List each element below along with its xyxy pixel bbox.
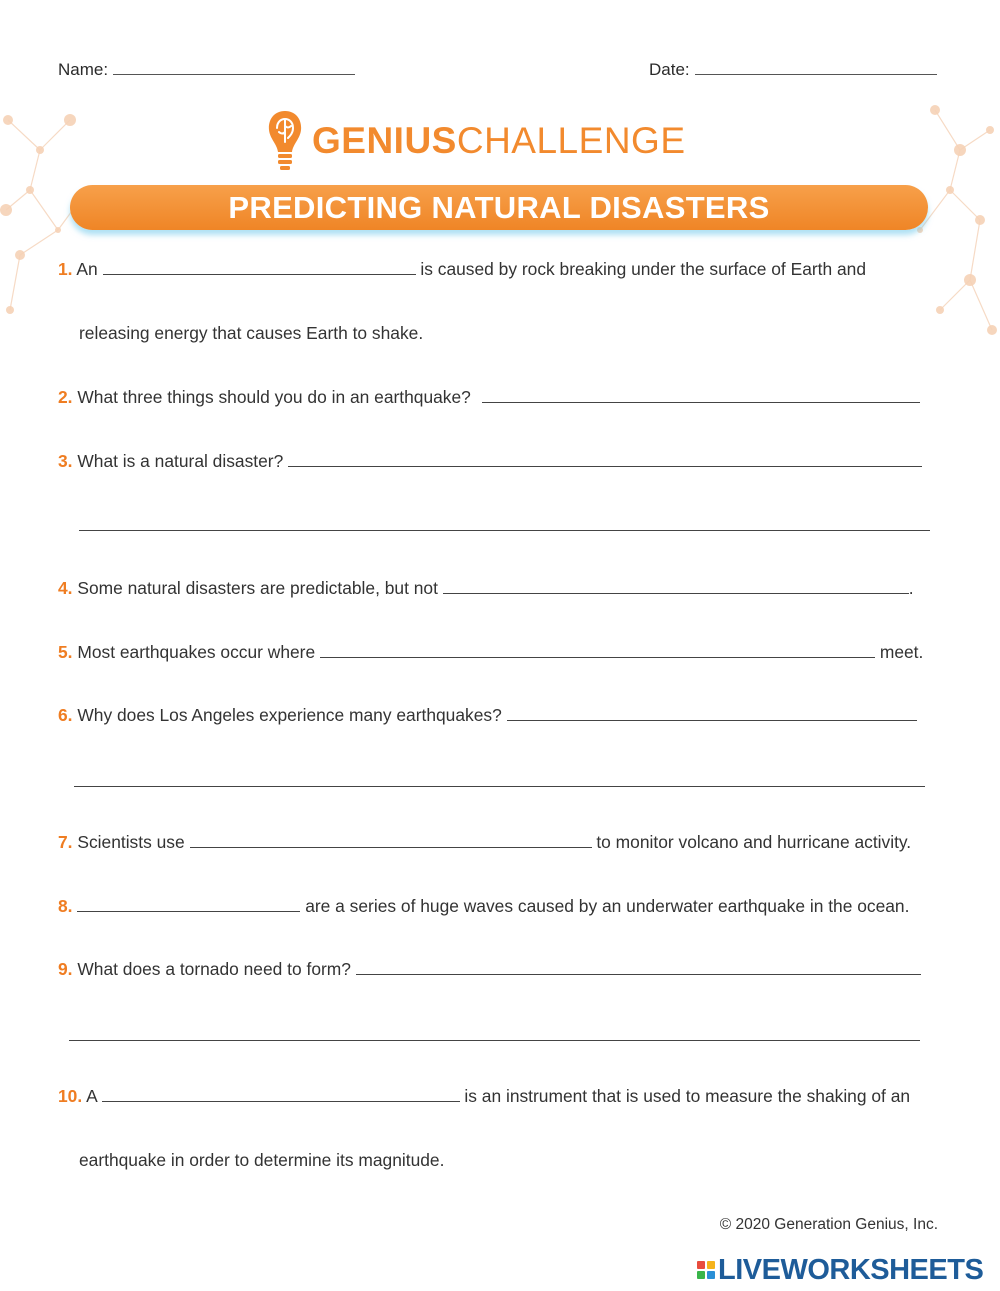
question-text: is an instrument that is used to measure the shaking of an <box>464 1086 911 1106</box>
answer-blank[interactable] <box>288 452 922 467</box>
question-6 <box>58 704 917 726</box>
molecule-decoration-right <box>860 90 1000 390</box>
question-text: Scientists use <box>77 832 185 852</box>
answer-blank[interactable] <box>482 388 920 403</box>
question-10-continuation: earthquake in order to determine its magnitude. <box>79 1150 445 1170</box>
answer-blank[interactable] <box>356 960 921 975</box>
question-number: 4. <box>58 578 73 598</box>
question-10 <box>58 1085 910 1107</box>
date-blank[interactable] <box>695 58 937 75</box>
question-1 <box>58 258 866 280</box>
answer-blank[interactable] <box>77 897 300 912</box>
question-1-continuation: releasing energy that causes Earth to shake. <box>79 323 424 343</box>
answer-blank[interactable] <box>507 706 917 721</box>
liveworksheets-wordmark: LIVEWORKSHEETS <box>718 1253 984 1286</box>
copyright-notice: © 2020 Generation Genius, Inc. <box>719 1216 938 1233</box>
answer-blank[interactable] <box>320 643 875 658</box>
logo-wordmark <box>312 120 686 162</box>
question-text: A <box>86 1086 97 1106</box>
question-9 <box>58 958 921 980</box>
question-number: 8. <box>58 896 73 916</box>
answer-blank[interactable] <box>102 1087 460 1102</box>
question-text: An <box>76 259 98 279</box>
question-text: What three things should you do in an earthquake? <box>77 387 471 407</box>
question-number: 5. <box>58 642 73 662</box>
question-number: 2. <box>58 387 73 407</box>
question-5 <box>58 641 923 663</box>
question-text: to monitor volcano and hurricane activity. <box>596 832 912 852</box>
answer-line[interactable] <box>74 786 925 787</box>
liveworksheets-watermark <box>697 1255 983 1285</box>
logo-brand-light: CHALLENGE <box>456 120 686 161</box>
answer-line[interactable] <box>69 1040 920 1041</box>
question-text: is caused by rock breaking under the surface of Earth and <box>420 259 867 279</box>
question-number: 7. <box>58 832 73 852</box>
question-text: meet. <box>879 642 924 662</box>
question-text: Most earthquakes occur where <box>77 642 316 662</box>
name-label: Name: <box>58 60 109 79</box>
date-label: Date: <box>649 60 690 79</box>
question-8 <box>58 895 909 917</box>
question-number: 3. <box>58 451 73 471</box>
question-number: 10. <box>58 1086 83 1106</box>
liveworksheets-logo-icon <box>697 1261 715 1279</box>
question-text: Some natural disasters are predictable, but not <box>77 578 438 598</box>
logo-brand-bold: GENIUS <box>312 120 457 161</box>
question-3 <box>58 450 922 472</box>
answer-blank[interactable] <box>103 260 416 275</box>
question-text: What does a tornado need to form? <box>77 959 351 979</box>
question-2 <box>58 386 920 408</box>
genius-challenge-logo <box>266 106 686 176</box>
lightbulb-brain-icon <box>266 108 304 174</box>
date-field <box>649 58 937 80</box>
title-banner <box>70 185 928 230</box>
page-title: PREDICTING NATURAL DISASTERS <box>228 189 770 225</box>
question-7 <box>58 831 911 853</box>
question-number: 9. <box>58 959 73 979</box>
question-text: are a series of huge waves caused by an underwater earthquake in the ocean. <box>305 896 910 916</box>
question-text: What is a natural disaster? <box>77 451 284 471</box>
answer-blank[interactable] <box>443 579 909 594</box>
answer-blank[interactable] <box>190 833 592 848</box>
name-blank[interactable] <box>113 58 355 75</box>
answer-line[interactable] <box>79 530 930 531</box>
question-4 <box>58 577 914 599</box>
question-text: Why does Los Angeles experience many earthquakes? <box>77 705 502 725</box>
question-number: 6. <box>58 705 73 725</box>
name-field <box>58 58 355 80</box>
question-text: . <box>908 578 914 598</box>
question-number: 1. <box>58 259 73 279</box>
